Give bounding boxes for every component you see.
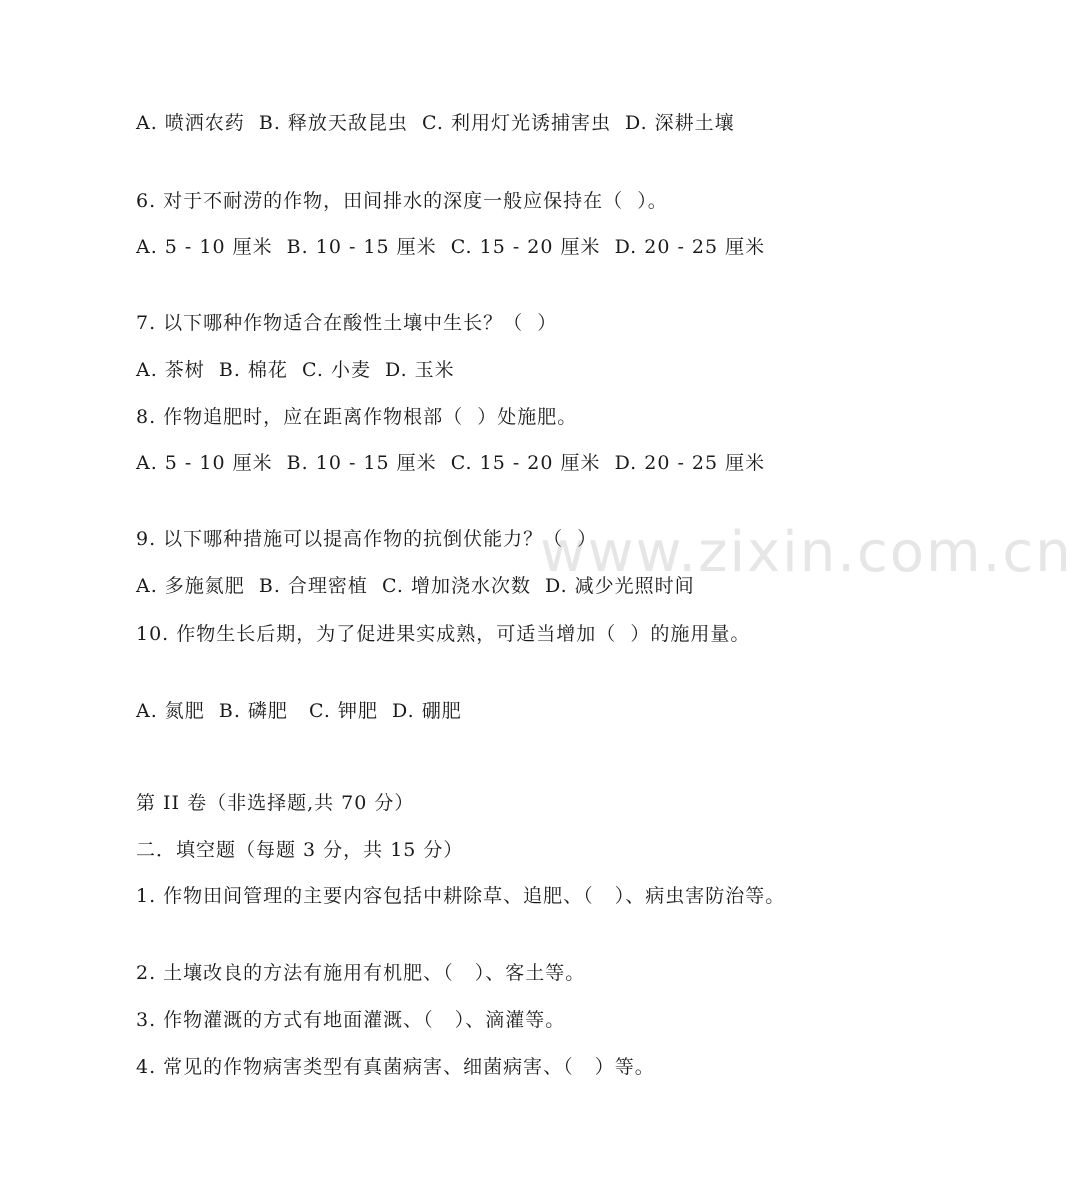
option-line-q7: A. 茶树 B. 棉花 C. 小麦 D. 玉米 — [136, 359, 455, 381]
question-9: 9. 以下哪种措施可以提高作物的抗倒伏能力？（ ） — [136, 528, 598, 550]
option-line-q10: A. 氮肥 B. 磷肥 C. 钾肥 D. 硼肥 — [136, 700, 462, 722]
option-line-q9: A. 多施氮肥 B. 合理密植 C. 增加浇水次数 D. 减少光照时间 — [136, 575, 695, 597]
section-heading-fill-blank: 二．填空题（每题 3 分，共 15 分） — [136, 839, 464, 861]
option-line-q8: A. 5 - 10 厘米 B. 10 - 15 厘米 C. 15 - 20 厘米 D. 20 - 25 厘米 — [136, 452, 766, 474]
fill-blank-question-1: 1. 作物田间管理的主要内容包括中耕除草、追肥、（ ）、病虫害防治等。 — [136, 885, 786, 907]
question-6: 6. 对于不耐涝的作物，田间排水的深度一般应保持在（ ）。 — [136, 190, 668, 212]
section-title-part2: 第 II 卷（非选择题,共 70 分） — [136, 792, 415, 814]
option-line-q5: A. 喷洒农药 B. 释放天敌昆虫 C. 利用灯光诱捕害虫 D. 深耕土壤 — [136, 112, 735, 134]
fill-blank-question-4: 4. 常见的作物病害类型有真菌病害、细菌病害、（ ）等。 — [136, 1056, 655, 1078]
question-7: 7. 以下哪种作物适合在酸性土壤中生长？（ ） — [136, 312, 558, 334]
question-10: 10. 作物生长后期，为了促进果实成熟，可适当增加（ ）的施用量。 — [136, 623, 751, 645]
watermark: www.zixin.com.cn — [540, 520, 1073, 585]
fill-blank-question-3: 3. 作物灌溉的方式有地面灌溉、（ ）、滴灌等。 — [136, 1009, 566, 1031]
fill-blank-question-2: 2. 土壤改良的方法有施用有机肥、（ ）、客土等。 — [136, 962, 586, 984]
question-8: 8. 作物追肥时，应在距离作物根部（ ）处施肥。 — [136, 406, 578, 428]
option-line-q6: A. 5 - 10 厘米 B. 10 - 15 厘米 C. 15 - 20 厘米 D. 20 - 25 厘米 — [136, 236, 766, 258]
